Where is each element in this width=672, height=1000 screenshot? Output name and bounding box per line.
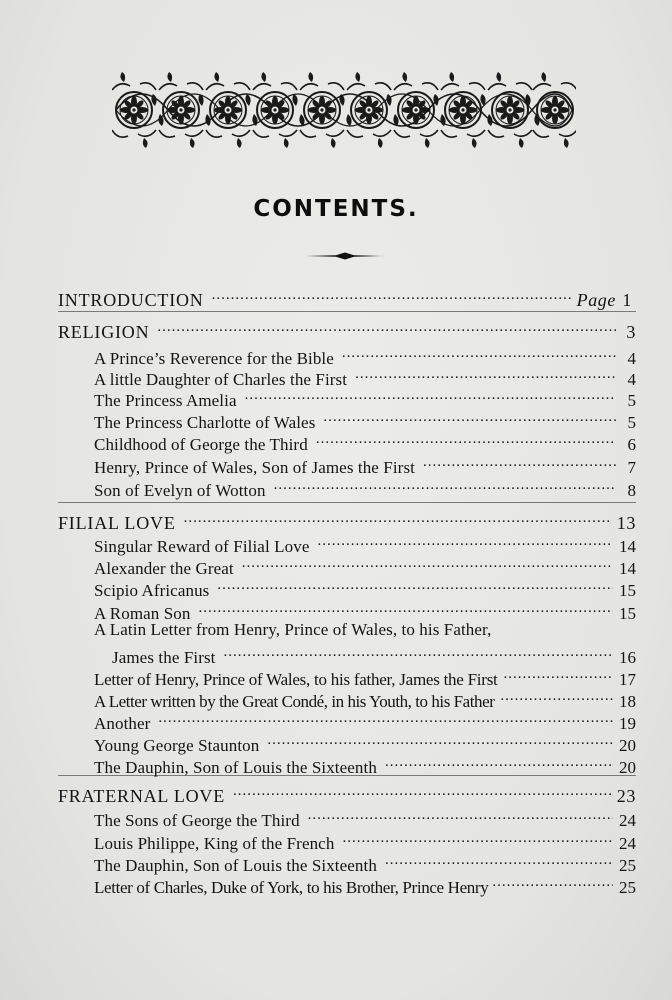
- toc-entry-page: 18: [619, 692, 636, 711]
- dot-leader: [224, 641, 614, 663]
- toc-entry-label: Letter of Charles, Duke of York, to his Brother, Prince Henry: [94, 878, 489, 897]
- toc-entry-religion[interactable]: [0, 316, 672, 342]
- dot-leader: [274, 474, 616, 496]
- toc-entry-page: 5: [627, 391, 636, 410]
- dot-leader: [233, 780, 611, 802]
- dot-leader: [242, 552, 613, 574]
- toc-entry[interactable]: [0, 451, 672, 477]
- toc-entry-page: 23: [616, 786, 636, 806]
- toc-entry-label: Singular Reward of Filial Love: [94, 537, 310, 556]
- dot-leader: [157, 316, 616, 338]
- toc-entry-label: The Dauphin, Son of Louis the Sixteenth: [94, 856, 377, 875]
- toc-entry-page: 8: [627, 481, 636, 500]
- toc-entry[interactable]: [0, 619, 672, 641]
- dot-leader: [316, 428, 616, 450]
- dot-leader: [308, 804, 613, 826]
- toc-entry-label: A Prince’s Reverence for the Bible: [94, 349, 334, 368]
- toc-entry-fraternal-love[interactable]: [0, 780, 672, 806]
- dot-leader: [355, 363, 616, 385]
- toc-entry-page: 24: [619, 811, 636, 830]
- dot-leader: [212, 284, 571, 306]
- toc-entry-page: 6: [627, 435, 636, 454]
- toc-entry[interactable]: [0, 530, 672, 556]
- toc-entry-page: 20: [619, 736, 636, 755]
- toc-entry-label: A Letter written by the Great Condé, in his Youth, to his Father: [94, 692, 495, 711]
- toc-entry-label: A Latin Letter from Henry, Prince of Wales, to his Father,: [94, 620, 492, 639]
- toc-entry-page: 4: [627, 349, 636, 368]
- toc-entry-page: 16: [619, 648, 636, 667]
- toc-entry[interactable]: [0, 827, 672, 853]
- dot-leader: [423, 451, 616, 473]
- toc-entry-page: 13: [616, 513, 636, 533]
- toc-entry[interactable]: [0, 751, 672, 777]
- toc-entry-continuation[interactable]: [0, 641, 672, 667]
- contents-heading: CONTENTS.: [253, 196, 419, 222]
- toc-entry-introduction[interactable]: [0, 284, 672, 310]
- toc-entry[interactable]: [0, 474, 672, 500]
- dot-leader: [217, 574, 613, 596]
- toc-entry-page: 24: [619, 834, 636, 853]
- toc-entry-page: 20: [619, 758, 636, 777]
- toc-entry-label: Alexander the Great: [94, 559, 234, 578]
- toc-entry-label: Childhood of George the Third: [94, 435, 308, 454]
- dot-leader: [385, 751, 613, 773]
- toc-entry-page: 4: [627, 370, 636, 389]
- toc-entry-label: Henry, Prince of Wales, Son of James the First: [94, 458, 415, 477]
- toc-entry-page: 25: [619, 878, 636, 897]
- toc-entry-filial-love[interactable]: [0, 507, 672, 533]
- dot-leader: [342, 342, 616, 364]
- dot-leader: [184, 507, 611, 529]
- toc-entry[interactable]: [0, 428, 672, 454]
- toc-entry-label: The Princess Charlotte of Wales: [94, 413, 316, 432]
- toc-entry-label: FILIAL LOVE: [58, 513, 176, 533]
- toc-entry[interactable]: [0, 804, 672, 830]
- toc-entry-label: Another: [94, 714, 151, 733]
- toc-entry[interactable]: [0, 663, 672, 689]
- toc-entry-page: 7: [627, 458, 636, 477]
- toc-entry-page: 3: [626, 322, 636, 342]
- toc-entry-page: 15: [619, 581, 636, 600]
- page-word: Page: [576, 290, 616, 310]
- toc-entry[interactable]: [0, 574, 672, 600]
- toc-entry-page: 14: [619, 537, 636, 556]
- toc-entry-label: FRATERNAL LOVE: [58, 786, 226, 806]
- dot-leader: [492, 871, 613, 893]
- toc-entry-page: 1: [622, 290, 632, 310]
- toc-entry-page: 5: [627, 413, 636, 432]
- toc-entry-page: 14: [619, 559, 636, 578]
- toc-entry[interactable]: [0, 406, 672, 432]
- toc-entry[interactable]: [0, 552, 672, 578]
- toc-entry-label: Young George Staunton: [94, 736, 260, 755]
- toc-entry[interactable]: [0, 363, 672, 389]
- dot-leader: [504, 663, 613, 685]
- dot-leader: [500, 685, 613, 707]
- dot-leader: [385, 849, 613, 871]
- dot-leader: [323, 406, 616, 428]
- dot-leader: [317, 530, 613, 552]
- toc-entry[interactable]: [0, 871, 672, 897]
- toc-entry[interactable]: [0, 707, 672, 733]
- dot-leader: [199, 597, 613, 619]
- toc-entry[interactable]: [0, 597, 672, 623]
- toc-entry-label: The Dauphin, Son of Louis the Sixteenth: [94, 758, 377, 777]
- dot-leader: [267, 729, 613, 751]
- toc-entry-page: 17: [619, 670, 636, 689]
- toc-entry[interactable]: [0, 685, 672, 711]
- toc-entry-page: 15: [619, 604, 636, 623]
- toc-entry[interactable]: [0, 342, 672, 368]
- toc-entry-label: Louis Philippe, King of the French: [94, 834, 335, 853]
- toc-entry[interactable]: [0, 729, 672, 755]
- dot-leader: [342, 827, 613, 849]
- toc-entry-label: A little Daughter of Charles the First: [94, 370, 348, 389]
- toc-entry-label: Scipio Africanus: [94, 581, 210, 600]
- toc-entry-label: Letter of Henry, Prince of Wales, to his father, James the First: [94, 670, 498, 689]
- toc-entry-page: 19: [619, 714, 636, 733]
- toc-entry-label: A Roman Son: [94, 604, 191, 623]
- toc-entry[interactable]: [0, 384, 672, 410]
- toc-entry-label: INTRODUCTION: [58, 290, 204, 310]
- toc-entry-continuation-label: James the First: [112, 648, 216, 667]
- dot-leader: [158, 707, 613, 729]
- toc-entry-label: The Princess Amelia: [94, 391, 237, 410]
- toc-entry-label: RELIGION: [58, 322, 150, 342]
- toc-entry-page: 25: [619, 856, 636, 875]
- toc-entry-label: Son of Evelyn of Wotton: [94, 481, 266, 500]
- dot-leader: [245, 384, 616, 406]
- toc-entry[interactable]: [0, 849, 672, 875]
- toc-entry-label: The Sons of George the Third: [94, 811, 300, 830]
